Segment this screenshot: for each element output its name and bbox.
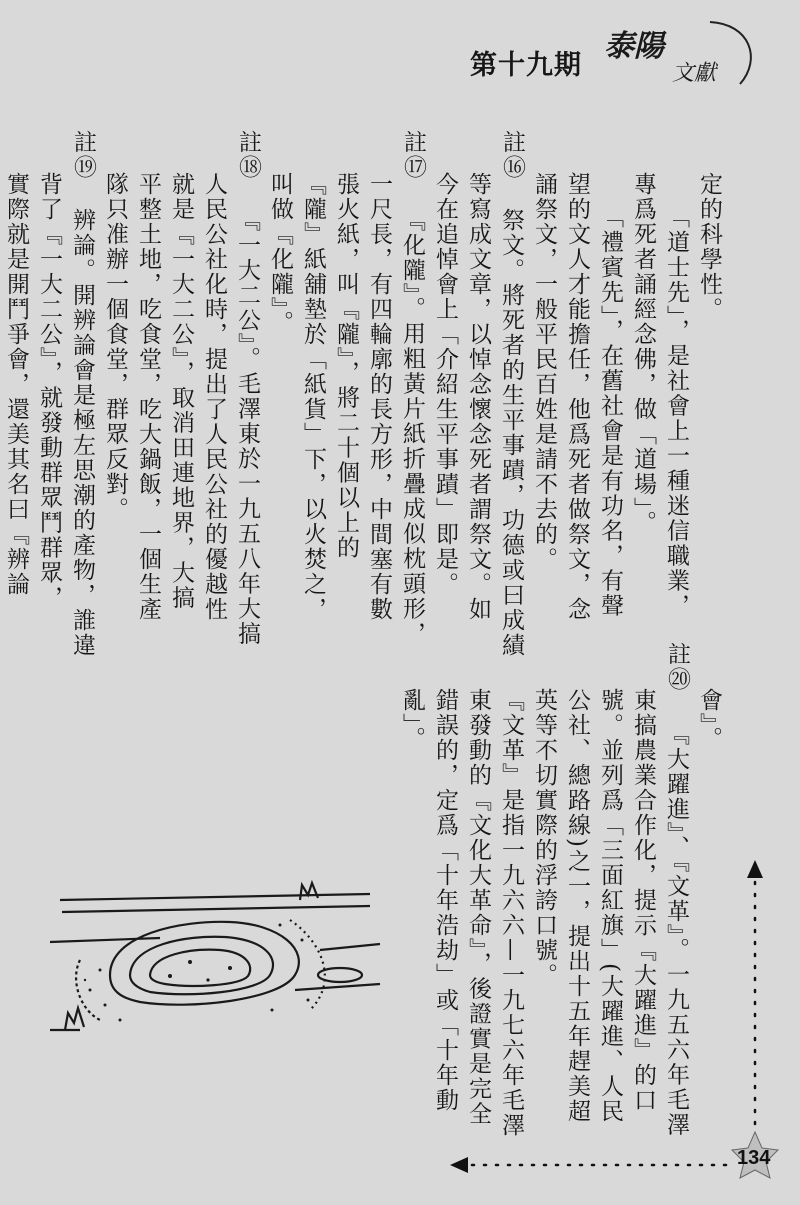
text-column: 『一大二公』。毛澤東於一九五八年大搞 [234, 208, 260, 647]
text-column: 「道士先」，是社會上一種迷信職業， [663, 205, 689, 619]
footnote-16-label: 註⑯ [499, 130, 525, 180]
page-number: 134 [737, 1147, 771, 1169]
text-column: 人民公社化時，提出了人民公社的優越性 [201, 172, 227, 622]
text-column: 專爲死者誦經念佛，做「道場」。 [630, 172, 656, 536]
text-column: 就是『一大二公』，取消田連地界，大搞 [168, 172, 194, 611]
text-column: 『文革』是指一九六六—一九七六年毛澤 [498, 688, 524, 1138]
text-column: 會』。 [696, 688, 722, 752]
text-column: 號。並列爲「三面紅旗」(大躍進、人民 [597, 688, 623, 1124]
footnote-18-label: 註⑱ [235, 130, 261, 180]
text-column: 亂」。 [399, 688, 425, 752]
text-column: 一尺長，有四輪廓的長方形，中間塞有數 [366, 172, 392, 622]
text-column: 『化隴』。用粗黃片紙折疊成似枕頭形， [399, 208, 425, 647]
text-column: 定的科學性。 [696, 172, 722, 322]
text-column: 祭文。將死者的生平事蹟，功德或曰成績 [498, 208, 524, 658]
text-column: 背了『一大二公』，就發動群眾鬥群眾， [36, 172, 62, 611]
text-column: 東發動的『文化大革命』，後證實是完全 [465, 688, 491, 1127]
text-column: 『隴』紙舖墊於「紙貨」下，以火焚之， [300, 172, 326, 622]
text-column: 隊只准辦一個食堂，群眾反對。 [102, 172, 128, 522]
journal-logo [590, 14, 760, 94]
footnote-17-label: 註⑰ [400, 130, 426, 180]
text-column: 英等不切實際的浮誇口號。 [531, 688, 557, 988]
text-column: 『大躍進』、『文革』。一九五六年毛澤 [663, 722, 689, 1138]
logo-main-text: 泰陽 [604, 29, 664, 64]
text-column: 錯誤的，定爲「十年浩劫」或「十年動 [432, 688, 458, 1113]
text-column: 公社、總路線)之一，提出十五年趕美超 [564, 688, 590, 1124]
text-column: 誦祭文，一般平民百姓是請不去的。 [531, 172, 557, 572]
issue-number: 第十九期 [470, 50, 582, 81]
text-column: 平整土地，吃食堂，吃大鍋飯，一個生產 [135, 172, 161, 622]
text-column: 「禮賓先」，在舊社會是有功名，有聲 [597, 205, 623, 619]
dotted-border-decoration [440, 860, 780, 1190]
text-column: 東搞農業合作化，提示『大躍進』的口 [630, 688, 656, 1113]
text-column: 辨論。開辨論會是極左思潮的產物，誰違 [69, 208, 95, 658]
footnote-20-label: 註⑳ [664, 642, 690, 692]
text-column: 叫做『化隴』。 [267, 172, 293, 336]
text-column: 張火紙，叫『隴』，將二十個以上的 [333, 172, 359, 561]
pond-illustration [40, 880, 390, 1050]
text-column: 實際就是開鬥爭會，還美其名曰『辨論 [3, 172, 29, 597]
logo-sub-text: 文獻 [672, 61, 717, 86]
text-column: 今在追悼會上「介紹生平事蹟」即是。 [432, 172, 458, 597]
text-column: 等寫成文章，以悼念懷念死者謂祭文。如 [465, 172, 491, 622]
footnote-19-label: 註⑲ [70, 130, 96, 180]
text-column: 望的文人才能擔任，他爲死者做祭文，念 [564, 172, 590, 622]
